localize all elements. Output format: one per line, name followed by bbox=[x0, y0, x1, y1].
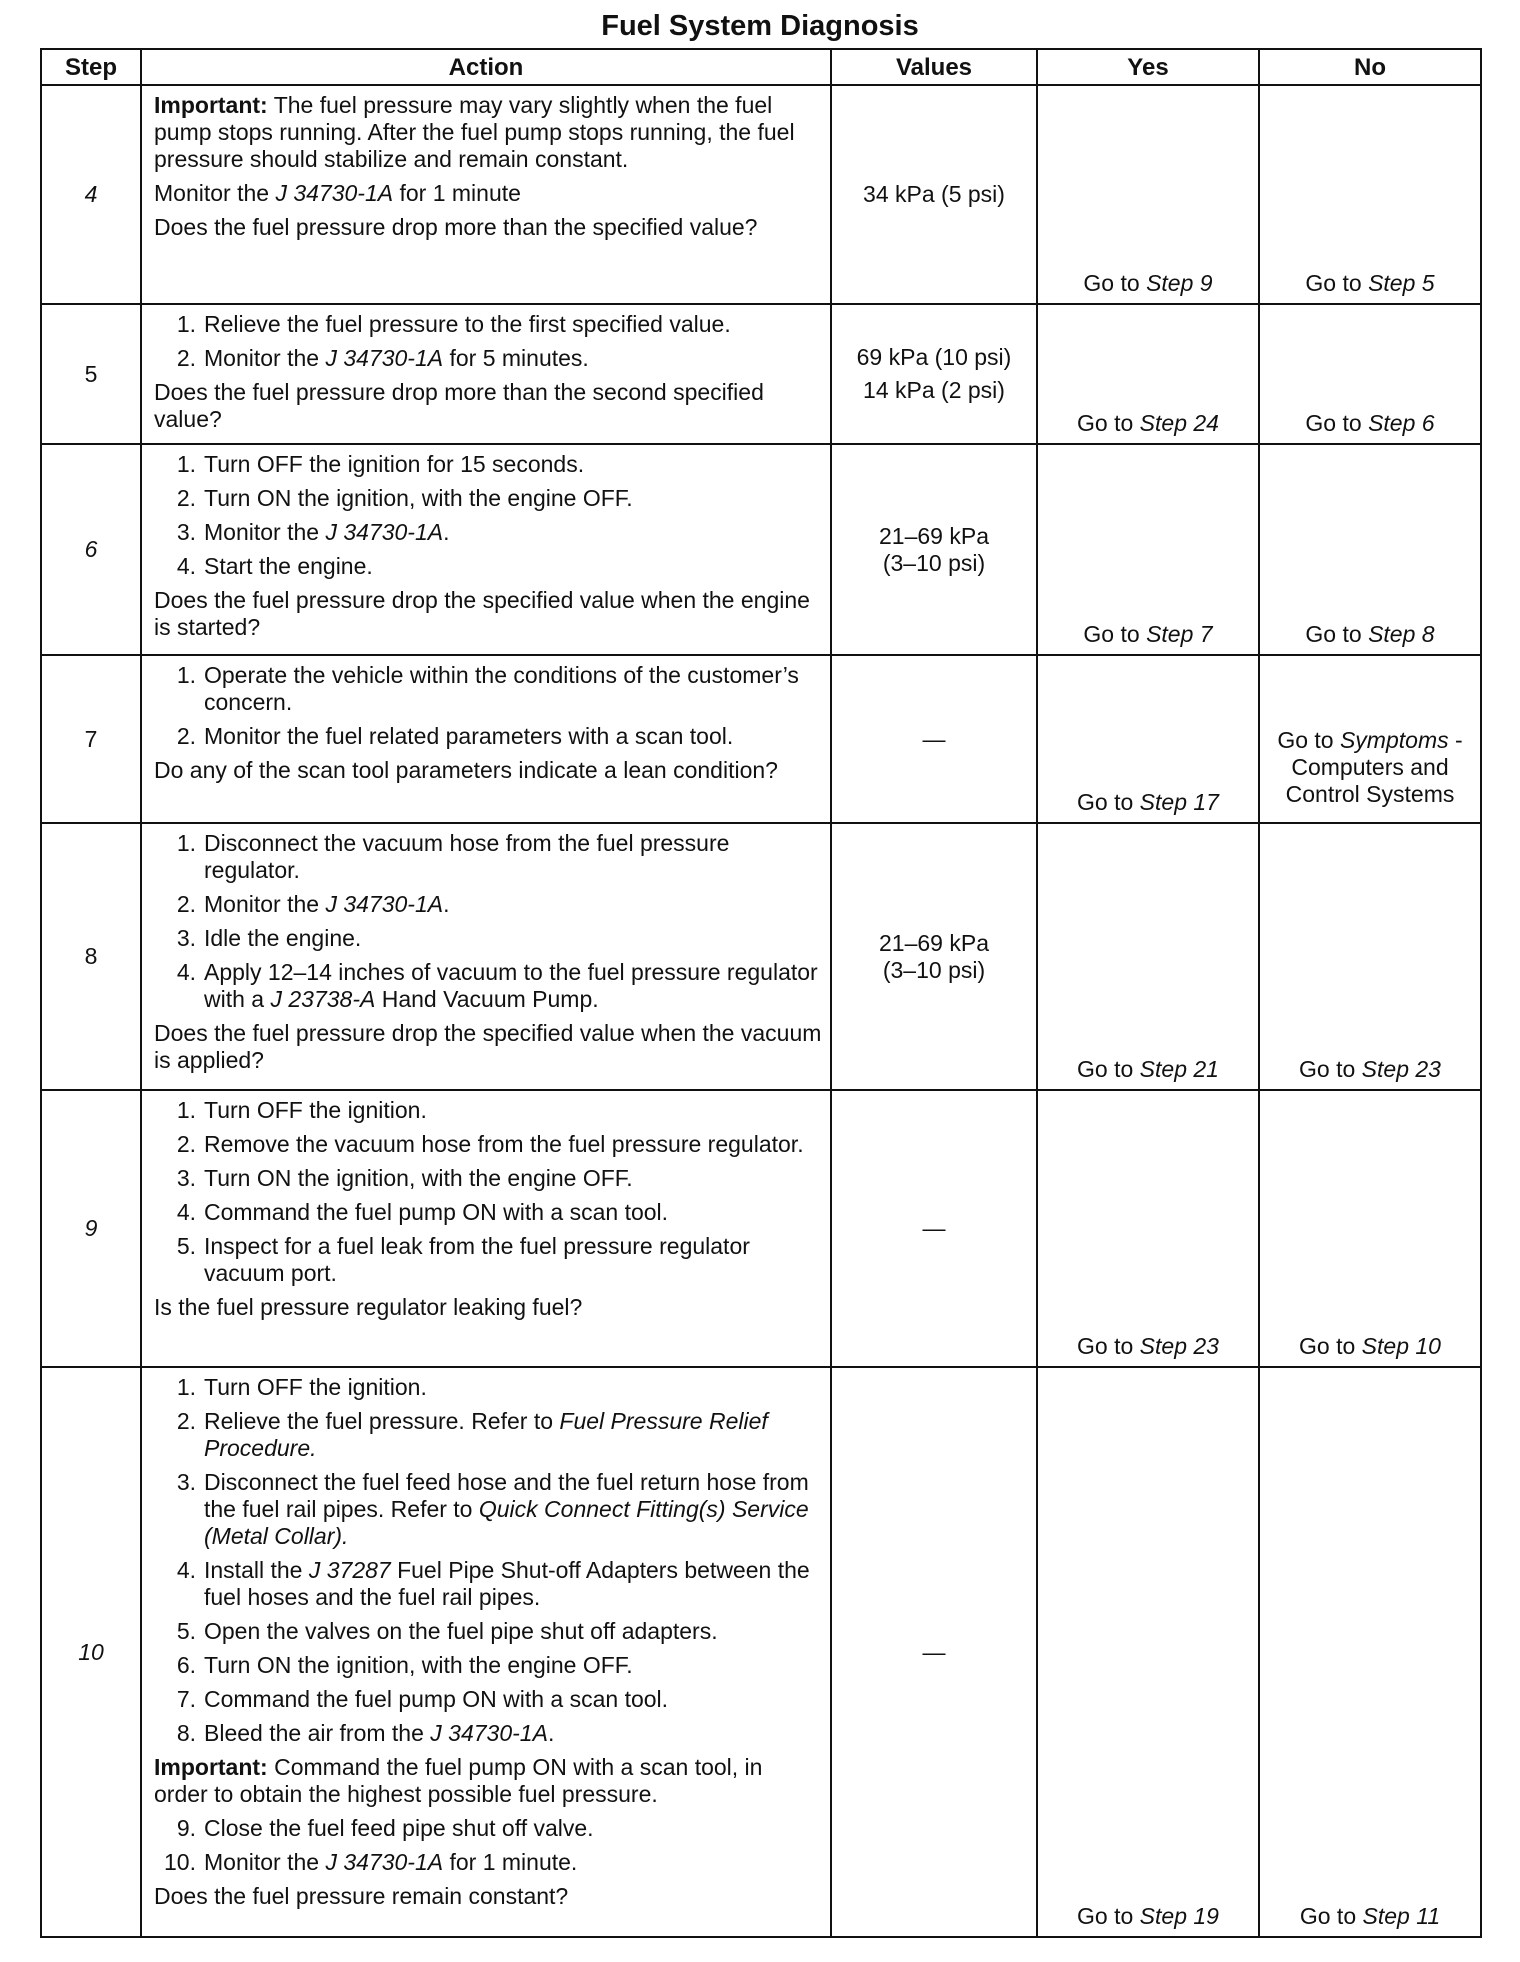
yes-cell: Go to Step 21 bbox=[1037, 823, 1259, 1090]
yes-cell: Go to Step 19 bbox=[1037, 1367, 1259, 1937]
step-number: 6 bbox=[41, 444, 141, 655]
value-text: — bbox=[922, 1215, 946, 1241]
list-item: Operate the vehicle within the conditions of the customer’s concern. bbox=[204, 662, 799, 715]
step-number: 7 bbox=[41, 655, 141, 823]
list-item: Turn OFF the ignition for 15 seconds. bbox=[204, 451, 585, 477]
step-target: 9 bbox=[1199, 270, 1213, 296]
table-row bbox=[41, 1367, 1481, 1937]
step-number: 9 bbox=[41, 1090, 141, 1367]
table-row bbox=[41, 444, 1481, 655]
action-question: Does the fuel pressure drop the specified value when the engine is started? bbox=[154, 587, 810, 640]
yes-cell: Go to Step 24 bbox=[1037, 304, 1259, 444]
tool-ref: J 34730-1A bbox=[325, 519, 444, 545]
table-row bbox=[41, 1090, 1481, 1367]
values-cell bbox=[831, 1367, 1037, 1937]
list-item: Turn ON the ignition, with the engine OFF. bbox=[204, 1165, 633, 1191]
list-item: Idle the engine. bbox=[204, 925, 362, 951]
tool-ref: J 23738-A bbox=[270, 986, 376, 1012]
doc-ref: Fuel Pressure Relief Procedure. bbox=[204, 1408, 768, 1461]
list-item: Monitor the J 34730-1A for 1 minute. bbox=[204, 1849, 578, 1875]
value-text: (3–10 psi) bbox=[882, 956, 986, 983]
list-item: Start the engine. bbox=[204, 553, 373, 579]
step-link bbox=[1146, 270, 1213, 296]
no-cell: Go to Step 10 bbox=[1259, 1090, 1481, 1367]
header-values: Values bbox=[831, 49, 1037, 85]
values-cell bbox=[831, 444, 1037, 655]
step-word: Step bbox=[1146, 270, 1194, 296]
table-row bbox=[41, 85, 1481, 304]
page-title: Fuel System Diagnosis bbox=[601, 10, 919, 42]
values-cell bbox=[831, 655, 1037, 823]
doc-ref: Quick Connect Fitting(s) Service (Metal Collar). bbox=[204, 1496, 809, 1549]
doc-ref: Symptoms bbox=[1339, 727, 1449, 753]
list-item: Command the fuel pump ON with a scan tool. bbox=[204, 1686, 669, 1712]
step-link bbox=[1368, 270, 1435, 296]
diagnosis-table bbox=[40, 48, 1482, 1938]
action-cell: 1. Turn OFF the ignition for 15 seconds. 2. Turn ON the ignition, with the engine OFF. 3. Monitor the J 34730-1A. 4. Start the engine. Does the fuel pressure drop the specified value when the engine is started? bbox=[141, 444, 831, 655]
list-item: Turn ON the ignition, with the engine OFF. bbox=[204, 485, 633, 511]
no-cell bbox=[1259, 85, 1481, 304]
list-item: Remove the vacuum hose from the fuel pressure regulator. bbox=[204, 1131, 804, 1157]
no-cell: Go to Step 23 bbox=[1259, 823, 1481, 1090]
value-text: (3–10 psi) bbox=[882, 549, 986, 576]
value-text: 21–69 kPa bbox=[879, 522, 989, 549]
value-text: 14 kPa (2 psi) bbox=[863, 377, 1005, 403]
no-cell: Go to Step 8 bbox=[1259, 444, 1481, 655]
step-number: 10 bbox=[41, 1367, 141, 1937]
action-text: Command the fuel pump ON with a scan tool, in order to obtain the highest possible fuel pressure. bbox=[154, 1754, 763, 1807]
list-item: Turn ON the ignition, with the engine OFF. bbox=[204, 1652, 633, 1678]
action-cell bbox=[141, 85, 831, 304]
value-text: 34 kPa (5 psi) bbox=[863, 181, 1005, 207]
yes-cell: Go to Step 23 bbox=[1037, 1090, 1259, 1367]
table-row bbox=[41, 823, 1481, 1090]
header-no: No bbox=[1259, 49, 1481, 85]
no-cell: Go to Step 11 bbox=[1259, 1367, 1481, 1937]
values-cell bbox=[831, 823, 1037, 1090]
header-step: Step bbox=[41, 49, 141, 85]
value-text: — bbox=[922, 725, 946, 752]
list-item: Apply 12–14 inches of vacuum to the fuel pressure regulator with a J 23738-A Hand Vacuum Pump. bbox=[204, 959, 818, 1012]
tool-ref: J 34730-1A bbox=[325, 1849, 444, 1875]
list-item: Disconnect the fuel feed hose and the fuel return hose from the fuel rail pipes. Refer to Quick Connect Fitting(s) Service (Metal Collar). bbox=[204, 1469, 809, 1549]
step-word: Step bbox=[1368, 270, 1416, 296]
list-item: Command the fuel pump ON with a scan tool. bbox=[204, 1199, 669, 1225]
important-label: Important: bbox=[154, 92, 268, 118]
no-cell: Go to Step 6 bbox=[1259, 304, 1481, 444]
no-cell: Go to Symptoms - Computers and Control Systems bbox=[1259, 655, 1481, 823]
goto-text: Go to bbox=[1083, 270, 1140, 296]
list-item: Relieve the fuel pressure. Refer to Fuel Pressure Relief Procedure. bbox=[204, 1408, 768, 1461]
action-question: Does the fuel pressure drop the specified value when the vacuum is applied? bbox=[154, 1020, 822, 1073]
tool-ref: J 34730-1A bbox=[325, 345, 444, 371]
header-row bbox=[41, 49, 1481, 85]
action-text: Monitor the bbox=[154, 180, 270, 206]
table-row bbox=[41, 304, 1481, 444]
step-number: 8 bbox=[41, 823, 141, 1090]
list-item: Monitor the J 34730-1A. bbox=[204, 519, 450, 545]
important-label: Important: bbox=[154, 1754, 268, 1780]
list-item: Turn OFF the ignition. bbox=[204, 1097, 427, 1123]
yes-cell bbox=[1037, 85, 1259, 304]
value-text: 69 kPa (10 psi) bbox=[856, 344, 1012, 370]
step-number: 4 bbox=[41, 85, 141, 304]
tool-ref: J 34730-1A bbox=[275, 180, 394, 206]
action-question: Do any of the scan tool parameters indicate a lean condition? bbox=[154, 757, 778, 783]
action-question: Does the fuel pressure drop more than the second specified value? bbox=[154, 379, 764, 432]
value-text: 21–69 kPa bbox=[879, 929, 989, 956]
yes-cell: Go to Step 7 bbox=[1037, 444, 1259, 655]
header-action: Action bbox=[141, 49, 831, 85]
tool-ref: J 34730-1A bbox=[430, 1720, 548, 1746]
action-cell: 1. Turn OFF the ignition. 2. Remove the vacuum hose from the fuel pressure regulator. 3. Turn ON the ignition, with the engine OFF. 4. Command the fuel pump ON with a scan tool. 5. Inspect for a fuel leak from the fuel pressure regulator vacuum port. Is the fuel pressure regulator leaking fuel? bbox=[141, 1090, 831, 1367]
list-item: Monitor the J 34730-1A. bbox=[204, 891, 450, 917]
list-item: Bleed the air from the J 34730-1A. bbox=[204, 1720, 555, 1746]
list-item: Open the valves on the fuel pipe shut off adapters. bbox=[204, 1618, 718, 1644]
value-text: — bbox=[922, 1638, 946, 1665]
tool-ref: J 37287 bbox=[308, 1557, 391, 1583]
step-number: 5 bbox=[41, 304, 141, 444]
goto-text: Go to bbox=[1305, 270, 1362, 296]
tool-ref: J 34730-1A bbox=[325, 891, 444, 917]
action-cell: 1. Relieve the fuel pressure to the first specified value. 2. Monitor the J 34730-1A for 5 minutes. Does the fuel pressure drop more than the second specified value? bbox=[141, 304, 831, 444]
header-yes: Yes bbox=[1037, 49, 1259, 85]
yes-cell: Go to Step 17 bbox=[1037, 655, 1259, 823]
action-cell: 1. Turn OFF the ignition. 2. Relieve the fuel pressure. Refer to Fuel Pressure Relief Procedure. 3. Disconnect the fuel feed hose and the fuel return hose from the fuel rail pipes. Refer to Quick Connect Fitting(s) Service (Metal Collar). 4. Install the J 37287 Fuel Pipe Shut-off Adapters between the fuel hoses and the fuel rail pipes. 5. Open the valves on the fuel pipe shut off adapters. 6. Turn ON the ignition, with the engine OFF. 7. Command the fuel pump ON with a scan tool. 8. Bleed the air from the J 34730-1A. Important: Command the fuel pump ON with a scan tool, in order to obtain the highest possible fuel pressure. 9. Close the fuel feed pipe shut off valve. 10. Monitor the J 34730-1A for 1 minute. Does the fuel pressure remain constant? bbox=[141, 1367, 831, 1937]
action-text: The fuel pressure may vary slightly when the fuel pump stops running. After the fuel pump stops running, the fuel pressure should stabilize and remain constant. bbox=[154, 92, 795, 172]
list-item: Turn OFF the ignition. bbox=[204, 1374, 427, 1400]
action-text: for 1 minute bbox=[399, 180, 521, 206]
action-cell: 1. Disconnect the vacuum hose from the fuel pressure regulator. 2. Monitor the J 34730-1A. 3. Idle the engine. 4. Apply 12–14 inches of vacuum to the fuel pressure regulator with a J 23738-A Hand Vacuum Pump. Does the fuel pressure drop the specified value when the vacuum is applied? bbox=[141, 823, 831, 1090]
list-item: Disconnect the vacuum hose from the fuel pressure regulator. bbox=[204, 830, 730, 883]
list-item: Close the fuel feed pipe shut off valve. bbox=[204, 1815, 594, 1841]
values-cell bbox=[831, 85, 1037, 304]
list-item: Monitor the fuel related parameters with a scan tool. bbox=[204, 723, 734, 749]
list-item: Relieve the fuel pressure to the first specified value. bbox=[204, 311, 731, 337]
table-row bbox=[41, 655, 1481, 823]
list-item: Inspect for a fuel leak from the fuel pressure regulator vacuum port. bbox=[204, 1233, 750, 1286]
list-item: Monitor the J 34730-1A for 5 minutes. bbox=[204, 345, 589, 371]
action-cell: 1. Operate the vehicle within the conditions of the customer’s concern. 2. Monitor the fuel related parameters with a scan tool. Do any of the scan tool parameters indicate a lean condition? bbox=[141, 655, 831, 823]
values-cell bbox=[831, 1090, 1037, 1367]
action-question: Does the fuel pressure drop more than the specified value? bbox=[154, 214, 758, 240]
action-question: Does the fuel pressure remain constant? bbox=[154, 1883, 569, 1909]
step-target: 5 bbox=[1421, 270, 1435, 296]
values-cell bbox=[831, 304, 1037, 444]
list-item: Install the J 37287 Fuel Pipe Shut-off Adapters between the fuel hoses and the fuel rail pipes. bbox=[204, 1557, 810, 1610]
action-question: Is the fuel pressure regulator leaking fuel? bbox=[154, 1294, 583, 1320]
